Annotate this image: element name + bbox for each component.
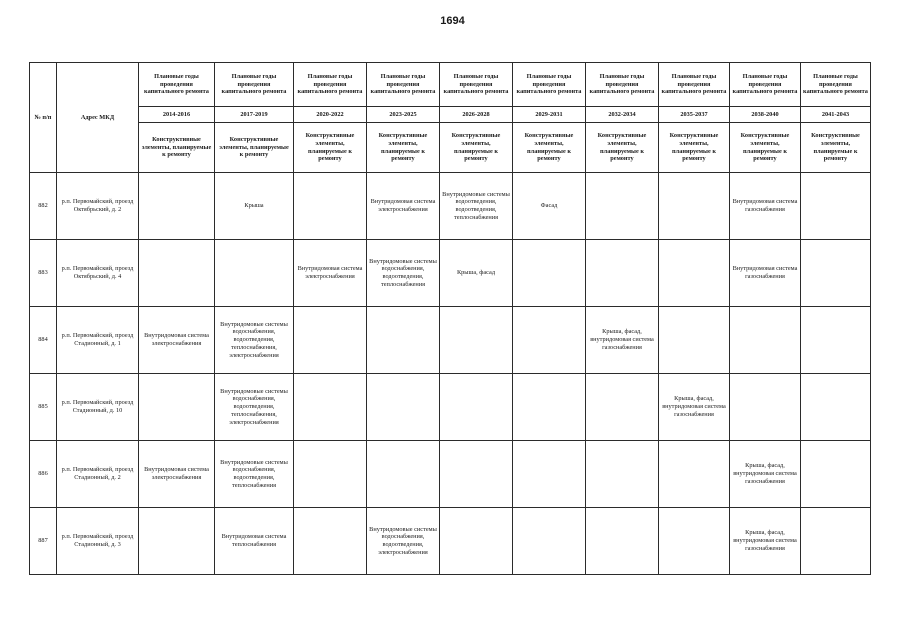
header-planned-years: Плановые годы проведения капитального ремонта (367, 63, 440, 107)
repair-elements-cell (139, 240, 215, 307)
header-num: № п/п (30, 63, 57, 173)
header-period: 2014-2016 (139, 107, 215, 123)
repair-elements-cell: Внутридомовая система электроснабжения (139, 307, 215, 374)
header-elements: Конструктивные элементы, планируемые к ремонту (730, 123, 801, 173)
repair-elements-cell (294, 508, 367, 575)
row-number: 887 (30, 508, 57, 575)
header-planned-years: Плановые годы проведения капитального ремонта (586, 63, 659, 107)
table-row (30, 240, 871, 307)
repair-elements-cell: Внутридомовая система газоснабжения (730, 173, 801, 240)
header-period: 2017-2019 (215, 107, 294, 123)
repair-elements-cell (294, 374, 367, 441)
header-planned-years: Плановые годы проведения капитального ремонта (659, 63, 730, 107)
repair-elements-cell: Внутридомовые системы водоснабжения, водоотведения, электроснабжения (367, 508, 440, 575)
repair-elements-cell: Внутридомовые системы водоснабжения, водоотведения, теплоснабжения (367, 240, 440, 307)
header-planned-years: Плановые годы проведения капитального ремонта (440, 63, 513, 107)
header-period: 2041-2043 (801, 107, 871, 123)
repair-elements-cell (586, 173, 659, 240)
repair-elements-cell (513, 508, 586, 575)
header-period: 2020-2022 (294, 107, 367, 123)
repair-elements-cell (513, 307, 586, 374)
repair-elements-cell (215, 240, 294, 307)
repair-elements-cell (294, 173, 367, 240)
header-elements: Конструктивные элементы, планируемые к ремонту (586, 123, 659, 173)
row-address: р.п. Первомайский, проезд Стадионный, д. 1 (57, 307, 139, 374)
header-elements: Конструктивные элементы, планируемые к ремонту (440, 123, 513, 173)
page-number: 1694 (440, 15, 465, 27)
repair-elements-cell (586, 441, 659, 508)
repair-elements-cell (659, 441, 730, 508)
header-address: Адрес МКД (57, 63, 139, 173)
repair-elements-cell (139, 508, 215, 575)
repair-elements-cell (294, 307, 367, 374)
header-elements: Конструктивные элементы, планируемые к ремонту (215, 123, 294, 173)
row-address: р.п. Первомайский, проезд Стадионный, д. 10 (57, 374, 139, 441)
row-address: р.п. Первомайский, проезд Стадионный, д. 2 (57, 441, 139, 508)
row-number: 886 (30, 441, 57, 508)
repair-elements-cell (513, 441, 586, 508)
header-period: 2023-2025 (367, 107, 440, 123)
repair-elements-cell: Крыша, фасад, внутридомовая система газоснабжения (730, 508, 801, 575)
repair-elements-cell (586, 508, 659, 575)
repair-elements-cell (659, 173, 730, 240)
row-number: 885 (30, 374, 57, 441)
repair-elements-cell (801, 173, 871, 240)
table-row (30, 374, 871, 441)
repair-elements-cell (659, 240, 730, 307)
repair-elements-cell (659, 508, 730, 575)
repair-elements-cell (294, 441, 367, 508)
table-row (30, 307, 871, 374)
header-elements: Конструктивные элементы, планируемые к ремонту (659, 123, 730, 173)
header-elements: Конструктивные элементы, планируемые к ремонту (801, 123, 871, 173)
row-address: р.п. Первомайский, проезд Стадионный, д. 3 (57, 508, 139, 575)
repair-elements-cell (801, 307, 871, 374)
repair-elements-cell: Крыша, фасад, внутридомовая система газоснабжения (586, 307, 659, 374)
header-planned-years: Плановые годы проведения капитального ремонта (801, 63, 871, 107)
repair-elements-cell: Крыша (215, 173, 294, 240)
repair-elements-cell: Внутридомовая система электроснабжения (367, 173, 440, 240)
header-elements: Конструктивные элементы, планируемые к ремонту (139, 123, 215, 173)
repair-elements-cell (440, 508, 513, 575)
header-planned-years: Плановые годы проведения капитального ремонта (730, 63, 801, 107)
repair-elements-cell (730, 307, 801, 374)
row-address: р.п. Первомайский, проезд Октябрьский, д. 4 (57, 240, 139, 307)
repair-elements-cell: Внутридомовая система газоснабжения (730, 240, 801, 307)
repair-elements-cell (586, 240, 659, 307)
repair-elements-cell (367, 307, 440, 374)
header-elements: Конструктивные элементы, планируемые к ремонту (367, 123, 440, 173)
repair-elements-cell (139, 374, 215, 441)
repair-elements-cell (513, 240, 586, 307)
repair-elements-cell: Внутридомовая система теплоснабжения (215, 508, 294, 575)
header-period: 2029-2031 (513, 107, 586, 123)
repair-elements-cell: Крыша, фасад, внутридомовая система газоснабжения (659, 374, 730, 441)
repair-elements-cell: Крыша, фасад, внутридомовая система газоснабжения (730, 441, 801, 508)
header-planned-years: Плановые годы проведения капитального ремонта (513, 63, 586, 107)
header-period: 2038-2040 (730, 107, 801, 123)
row-address: р.п. Первомайский, проезд Октябрьский, д. 2 (57, 173, 139, 240)
repair-elements-cell (440, 307, 513, 374)
repair-elements-cell (440, 441, 513, 508)
header-planned-years: Плановые годы проведения капитального ремонта (139, 63, 215, 107)
repair-elements-cell (801, 508, 871, 575)
repair-elements-cell (440, 374, 513, 441)
repair-elements-cell (730, 374, 801, 441)
header-elements: Конструктивные элементы, планируемые к ремонту (513, 123, 586, 173)
header-planned-years: Плановые годы проведения капитального ремонта (294, 63, 367, 107)
repair-elements-cell (801, 374, 871, 441)
table-row (30, 173, 871, 240)
row-number: 883 (30, 240, 57, 307)
row-number: 882 (30, 173, 57, 240)
repair-elements-cell (801, 441, 871, 508)
table-row (30, 441, 871, 508)
repair-elements-cell: Фасад (513, 173, 586, 240)
repair-elements-cell (367, 441, 440, 508)
header-period: 2035-2037 (659, 107, 730, 123)
row-number: 884 (30, 307, 57, 374)
header-planned-years: Плановые годы проведения капитального ремонта (215, 63, 294, 107)
repair-elements-cell: Внутридомовые системы водоснабжения, водоотведения, теплоснабжения, электроснабжения (215, 307, 294, 374)
header-period: 2026-2028 (440, 107, 513, 123)
repair-elements-cell: Внутридомовые системы водоснабжения, водоотведения, теплоснабжения (215, 441, 294, 508)
table-row (30, 508, 871, 575)
repair-elements-cell: Внутридомовая система электроснабжения (139, 441, 215, 508)
repair-elements-cell: Внутридомовые системы водоотведения, водоотведения, теплоснабжения (440, 173, 513, 240)
repair-elements-cell (513, 374, 586, 441)
repair-elements-cell: Крыша, фасад (440, 240, 513, 307)
capital-repair-plan-table (29, 62, 871, 575)
repair-elements-cell (801, 240, 871, 307)
repair-elements-cell (659, 307, 730, 374)
header-elements: Конструктивные элементы, планируемые к ремонту (294, 123, 367, 173)
header-period: 2032-2034 (586, 107, 659, 123)
repair-elements-cell: Внутридомовые системы водоснабжения, водоотведения, теплоснабжения, электроснабжения (215, 374, 294, 441)
repair-elements-cell (139, 173, 215, 240)
repair-elements-cell (367, 374, 440, 441)
repair-elements-cell: Внутридомовая система электроснабжения (294, 240, 367, 307)
repair-elements-cell (586, 374, 659, 441)
